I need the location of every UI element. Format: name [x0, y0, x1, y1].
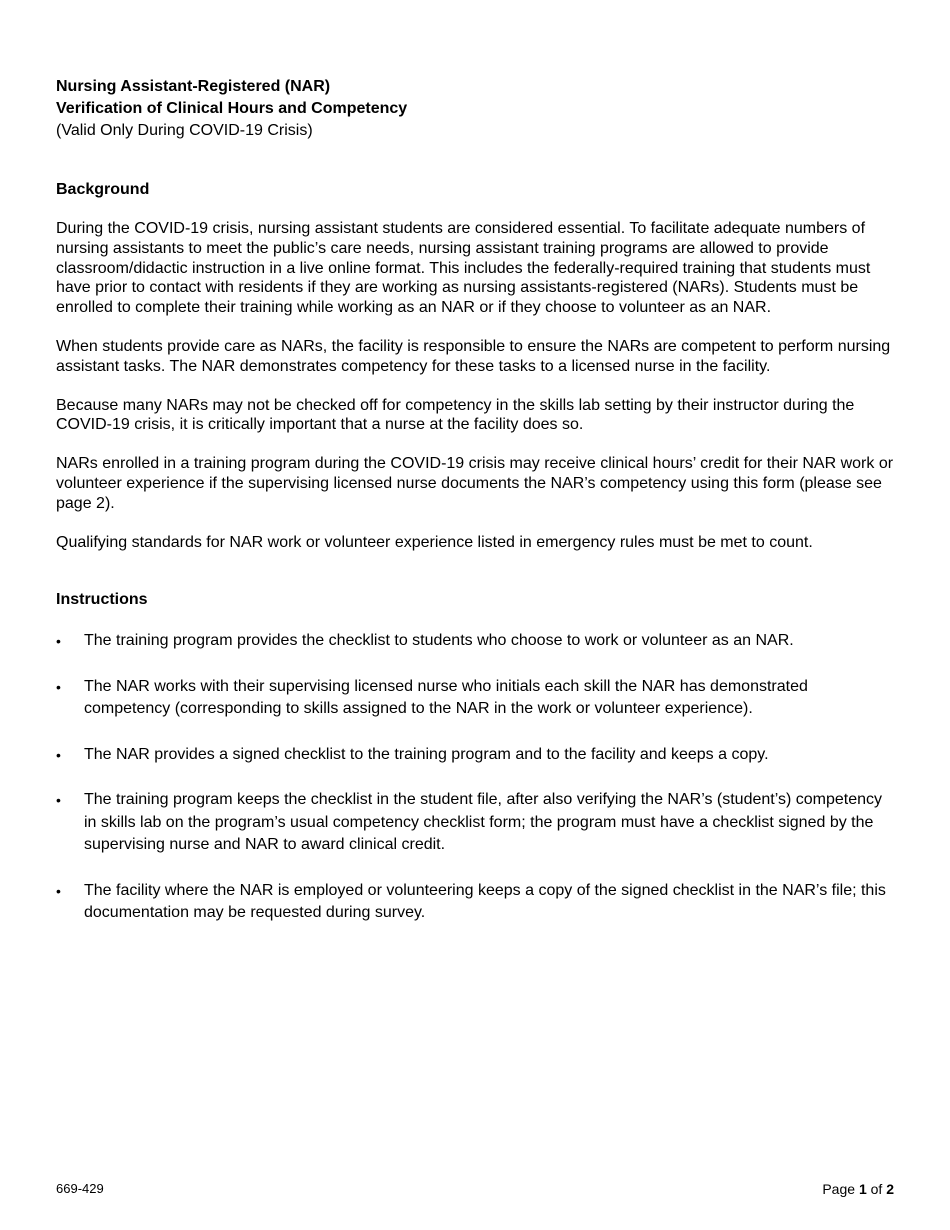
- document-subtitle: (Valid Only During COVID-19 Crisis): [56, 122, 313, 139]
- document-page: [56, 76, 898, 948]
- background-paragraph-5: Qualifying standards for NAR work or volunteer experience listed in emergency rules must be met to count.: [56, 533, 813, 551]
- instruction-text-1: The training program provides the checklist to students who choose to work or volunteer as an NAR.: [84, 632, 794, 650]
- instruction-text-4: The training program keeps the checklist in the student file, after also verifying the NAR’s (student’s) competency in skills lab on the program’s usual competency checklist form; the program must have a checklist signed by the supervising nurse and NAR to award clinical credit.: [84, 791, 883, 854]
- page-prefix: Page: [822, 1181, 859, 1197]
- instructions-heading: Instructions: [56, 591, 148, 609]
- instruction-item-4: [56, 789, 898, 857]
- instructions-list: [56, 630, 898, 925]
- bullet-icon: •: [56, 633, 61, 650]
- background-heading: Background: [56, 181, 150, 198]
- background-paragraph-3: Because many NARs may not be checked off for competency in the skills lab setting by their instructor during the COVID-19 crisis, it is critically important that a nurse at the facility does so.: [56, 396, 855, 434]
- page-of: of: [866, 1181, 887, 1197]
- bullet-icon: •: [56, 792, 61, 809]
- bullet-icon: •: [56, 882, 61, 899]
- page-current: 1: [858, 1181, 867, 1197]
- instruction-item-1: [56, 630, 898, 653]
- instruction-text-2: The NAR works with their supervising licensed nurse who initials each skill the NAR has demonstrated competency (corresponding to skills assigned to the NAR in the work or volunteer experience).: [84, 677, 808, 718]
- bullet-icon: •: [56, 746, 61, 763]
- instruction-item-2: [56, 676, 898, 721]
- instruction-item-3: [56, 744, 898, 767]
- form-number: 669-429: [56, 1181, 104, 1196]
- bullet-icon: •: [56, 678, 61, 695]
- background-paragraph-2: When students provide care as NARs, the facility is responsible to ensure the NARs are competent to perform nursing assistant tasks. The NAR demonstrates competency for these tasks to a licensed nurse in the facility.: [56, 337, 891, 375]
- page-indicator: [822, 1181, 894, 1197]
- instruction-item-5: [56, 880, 898, 925]
- document-title-line-2: Verification of Clinical Hours and Competency: [56, 100, 408, 117]
- instruction-text-3: The NAR provides a signed checklist to the training program and to the facility and keeps a copy.: [84, 745, 769, 763]
- instruction-text-5: The facility where the NAR is employed or volunteering keeps a copy of the signed checklist in the NAR’s file; this documentation may be requested during survey.: [84, 881, 886, 922]
- page-total: 2: [886, 1181, 894, 1197]
- background-paragraph-1: During the COVID-19 crisis, nursing assistant students are considered essential. To facilitate adequate numbers of nursing assistants to meet the public’s care needs, nursing assistant training programs are allowed to provide classroom/didactic instruction in a live online format. This includes the federally-required training that students must have prior to contact with residents if they are working as nursing assistants-registered (NARs). Students must be enrolled to complete their training while working as an NAR or if they choose to volunteer as an NAR.: [56, 220, 871, 317]
- background-paragraph-4: NARs enrolled in a training program during the COVID-19 crisis may receive clinical hours’ credit for their NAR work or volunteer experience if the supervising licensed nurse documents the NAR’s competency using this form (please see page 2).: [56, 455, 894, 512]
- document-title-line-1: Nursing Assistant-Registered (NAR): [56, 78, 331, 95]
